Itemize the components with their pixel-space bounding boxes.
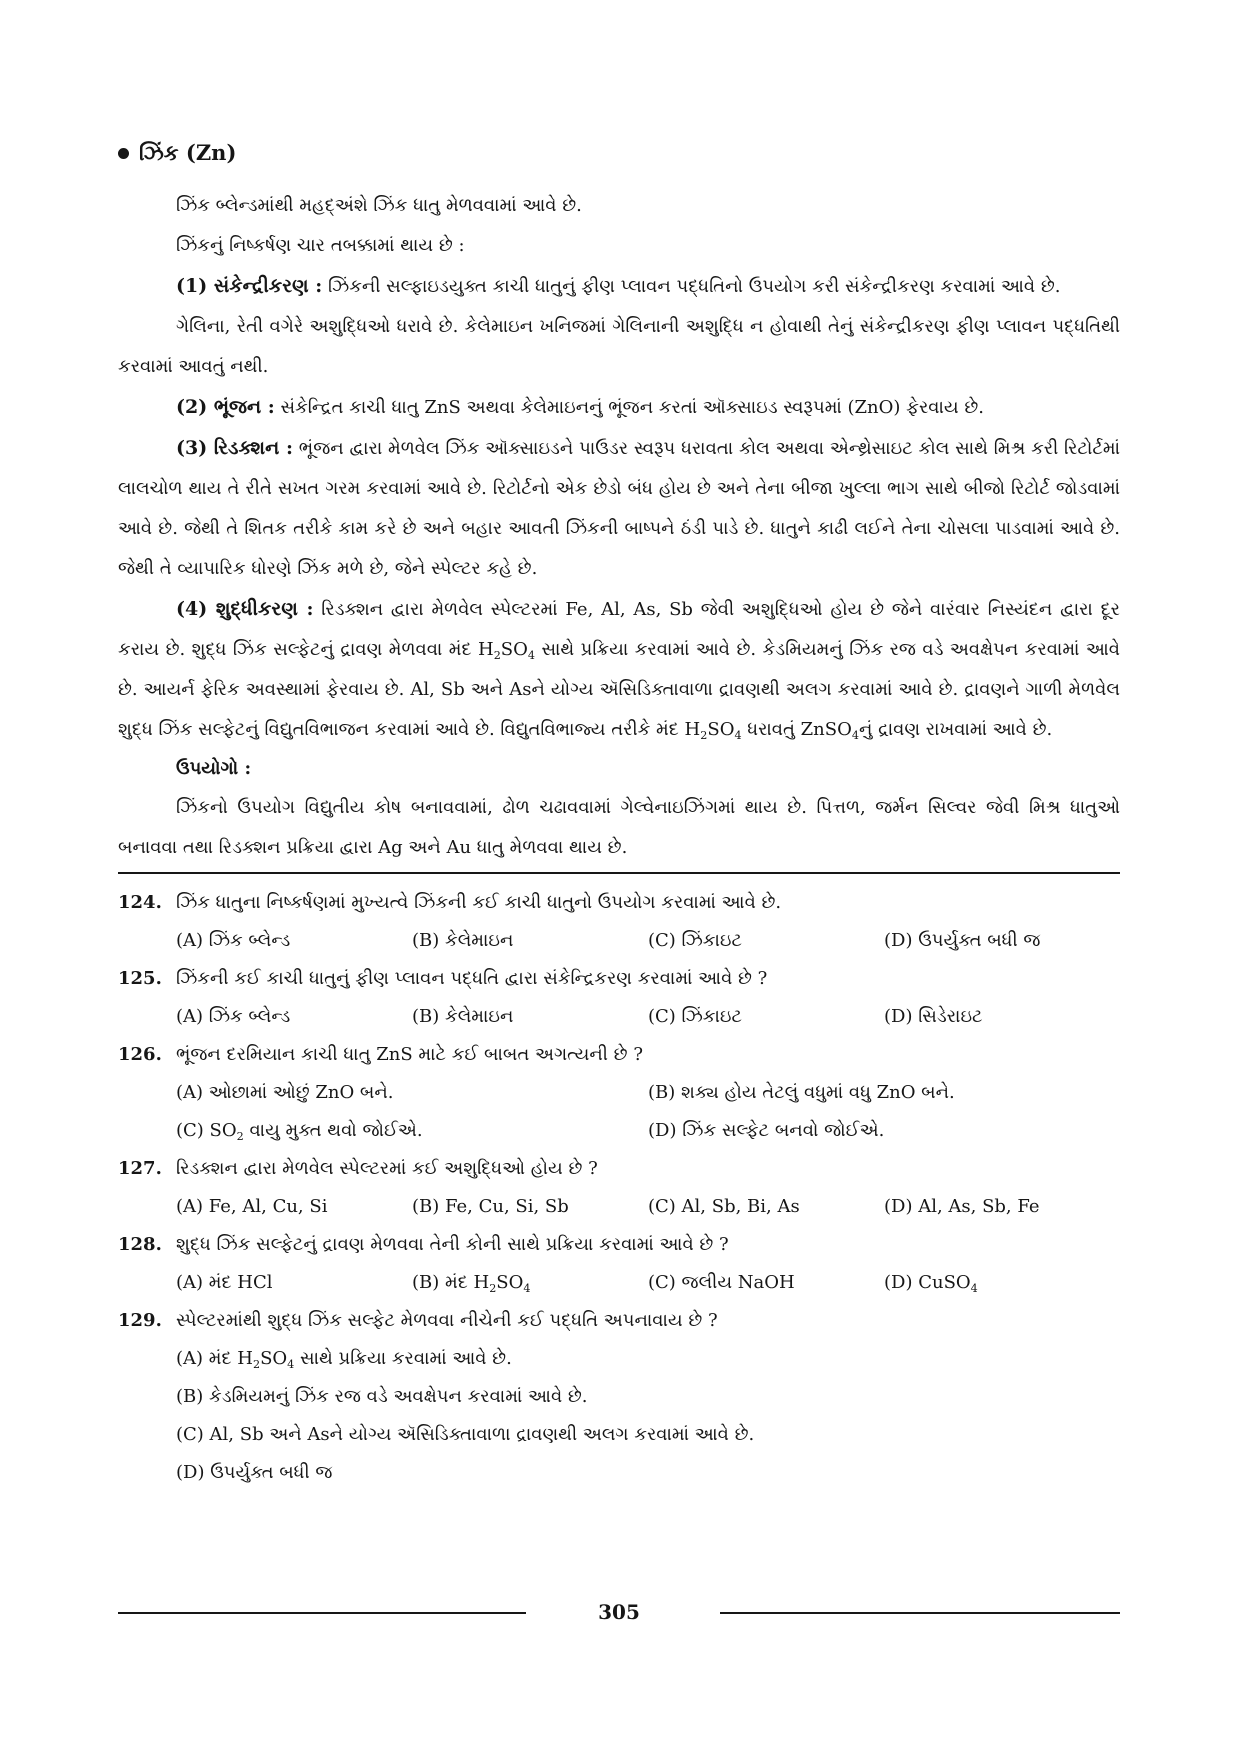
option-a: (A) ઝિંક બ્લેન્ડ bbox=[176, 930, 291, 951]
question-125 bbox=[118, 960, 1120, 1036]
intro-line-2: ઝિંકનું નિષ્કર્ષણ ચાર તબક્કામાં થાય છે : bbox=[176, 235, 465, 256]
option-a: (A) મંદ HCl bbox=[176, 1272, 273, 1293]
sub-4: 4 bbox=[523, 1281, 531, 1295]
section-title: ઝિંક (Zn) bbox=[139, 140, 237, 165]
option-a: (A) Fe, Al, Cu, Si bbox=[176, 1196, 328, 1217]
step-3 bbox=[118, 428, 1120, 589]
option-d bbox=[884, 1264, 1120, 1302]
option-a bbox=[118, 1340, 1120, 1378]
sub-2: 2 bbox=[236, 1129, 244, 1143]
page-footer bbox=[118, 1597, 1120, 1627]
question-text: ઝિંકની કઈ કાચી ધાતુનું ફીણ પ્લાવન પદ્ધતિ દ્વારા સંકેન્દ્રિકરણ કરવામાં આવે છે ? bbox=[176, 968, 768, 989]
footer-rule-right bbox=[720, 1612, 1120, 1614]
option-d: (D) ઉપર્યુક્ત બધી જ bbox=[176, 1462, 333, 1483]
bullet-icon bbox=[118, 148, 129, 159]
chem-so: SO bbox=[707, 719, 735, 740]
intro-line-1: ઝિંક બ્લેન્ડમાંથી મહદ્અંશે ઝિંક ધાતુ મેળવવામાં આવે છે. bbox=[176, 195, 582, 216]
question-127 bbox=[118, 1150, 1120, 1226]
step-4-text-b: સાથે પ્રક્રિયા કરવામાં આવે છે. કેડમિયમનું ઝિંક રજ વડે અવક્ષેપન કરવામાં આવે છે. આયર્ન ફેરિક અવસ્થામાં ફેરવાય છે. Al, Sb અને Asને યોગ્ય ઍસિડિક્તાવાળા દ્રાવણથી અલગ કરવામાં આવે છે. દ્રાવણને ગાળી મેળવેલ શુદ્ધ ઝિંક સલ્ફેટનું વિદ્યુતવિભાજન કરવામાં આવે છે. વિદ્યુતવિભાજ્ય તરીકે મંદ H bbox=[118, 639, 1120, 740]
question-number: 129. bbox=[118, 1310, 162, 1331]
option-d: (D) ઉપર્યુક્ત બધી જ bbox=[884, 930, 1041, 951]
question-text: શુદ્ધ ઝિંક સલ્ફેટનું દ્રાવણ મેળવવા તેની કોની સાથે પ્રક્રિયા કરવામાં આવે છે ? bbox=[176, 1234, 729, 1255]
step-2-body: સંકેન્દ્રિત કાચી ધાતુ ZnS અથવા કેલેમાઇનનું ભૂંજન કરતાં ઑક્સાઇડ સ્વરૂપમાં (ZnO) ફેરવાય છે. bbox=[274, 397, 985, 418]
step-4-text-a: રિડક્શન દ્વારા મેળવેલ સ્પેલ્ટરમાં Fe, Al, As, Sb જેવી અશુદ્ધિઓ હોય છે જેને વારંવાર નિસ્યંદન દ્વારા દૂર કરાય છે. શુદ્ધ ઝિંક સલ્ફેટનું દ્રાવણ મેળવવા મંદ H bbox=[118, 599, 1120, 660]
uses-text: ઝિંકનો ઉપયોગ વિદ્યુતીય કોષ બનાવવામાં, ઢોળ ચઢાવવામાં ગેલ્વેનાઇઝિંગમાં થાય છે. પિત્તળ, જર્મન સિલ્વર જેવી મિશ્ર ધાતુઓ બનાવવા તથા રિડક્શન પ્રક્રિયા દ્વારા Ag અને Au ધાતુ મેળવવા થાય છે. bbox=[118, 797, 1120, 858]
step-4-heading: (4) શુદ્ધીકરણ : bbox=[176, 598, 314, 620]
option-c-text-a: (C) SO bbox=[176, 1120, 237, 1141]
question-number: 125. bbox=[118, 968, 162, 989]
option-c: (C) ઝિંકાઇટ bbox=[648, 930, 742, 951]
page-number: 305 bbox=[598, 1600, 640, 1624]
chem-so: SO bbox=[500, 639, 528, 660]
option-b-text: (B) મંદ H bbox=[412, 1272, 490, 1293]
sub-4: 4 bbox=[287, 1357, 295, 1371]
question-number: 126. bbox=[118, 1044, 162, 1065]
option-d-text: (D) CuSO bbox=[884, 1272, 971, 1293]
option-d: (D) સિડેરાઇટ bbox=[884, 1006, 983, 1027]
option-d: (D) Al, As, Sb, Fe bbox=[884, 1196, 1040, 1217]
sub-4: 4 bbox=[851, 728, 859, 742]
option-a-text-b: સાથે પ્રક્રિયા કરવામાં આવે છે. bbox=[294, 1348, 512, 1369]
question-number: 127. bbox=[118, 1158, 162, 1179]
option-b: (B) કેલેમાઇન bbox=[412, 1006, 514, 1027]
option-d: (D) ઝિંક સલ્ફેટ બનવો જોઈએ. bbox=[648, 1120, 885, 1141]
step-4-text-c: ધરાવતું ZnSO bbox=[741, 719, 852, 740]
step-4-text-d: નું દ્રાવણ રાખવામાં આવે છે. bbox=[858, 719, 1053, 740]
option-b: (B) કેડમિયમનું ઝિંક રજ વડે અવક્ષેપન કરવામાં આવે છે. bbox=[176, 1386, 588, 1407]
page-content bbox=[118, 140, 1120, 1492]
option-b: (B) કેલેમાઇન bbox=[412, 930, 514, 951]
question-126 bbox=[118, 1036, 1120, 1150]
step-1-continuation: ગેલિના, રેતી વગેરે અશુદ્ધિઓ ધરાવે છે. કેલેમાઇન ખનિજમાં ગેલિનાની અશુદ્ધિ ન હોવાથી તેનું સંકેન્દ્રીકરણ ફીણ પ્લાવન પદ્ધતિથી કરવામાં આવતું નથી. bbox=[118, 316, 1120, 377]
chem-so: SO bbox=[260, 1348, 288, 1369]
option-b bbox=[412, 1264, 648, 1302]
question-text: સ્પેલ્ટરમાંથી શુદ્ધ ઝિંક સલ્ફેટ મેળવવા નીચેની કઈ પદ્ધતિ અપનાવાય છે ? bbox=[176, 1310, 718, 1331]
sub-2: 2 bbox=[489, 1281, 497, 1295]
question-text: ભૂંજન દરમિયાન કાચી ધાતુ ZnS માટે કઈ બાબત અગત્યની છે ? bbox=[176, 1044, 643, 1065]
uses-heading: ઉપયોગો : bbox=[176, 758, 252, 779]
step-3-body: ભૂંજન દ્વારા મેળવેલ ઝિંક ઑક્સાઇડને પાઉડર સ્વરૂપ ધરાવતા કોલ અથવા એન્થ્રેસાઇટ કોલ સાથે મિશ્ર કરી રિટોર્ટમાં લાલચોળ થાય તે રીતે સખત ગરમ કરવામાં આવે છે. રિટોર્ટનો એક છેડો બંધ હોય છે અને તેના બીજા ખુલ્લા ભાગ સાથે બીજો રિટોર્ટ જોડવામાં આવે છે. જેથી તે શિતક તરીકે કામ કરે છે અને બહાર આવતી ઝિંકની બાષ્પને ઠંડી પાડે છે. ધાતુને કાઢી લઈને તેના ચોસલા પાડવામાં આવે છે. જેથી તે વ્યાપારિક ધોરણે ઝિંક મળે છે, જેને સ્પેલ્ટર કહે છે. bbox=[118, 438, 1120, 579]
option-c: (C) ઝિંકાઇટ bbox=[648, 1006, 742, 1027]
step-2 bbox=[118, 387, 1120, 428]
option-b: (B) Fe, Cu, Si, Sb bbox=[412, 1196, 569, 1217]
step-1 bbox=[118, 266, 1120, 307]
option-a: (A) ઓછામાં ઓછું ZnO બને. bbox=[176, 1082, 394, 1103]
question-129 bbox=[118, 1302, 1120, 1492]
question-124 bbox=[118, 884, 1120, 960]
option-c: (C) જલીય NaOH bbox=[648, 1272, 795, 1293]
step-1-body: ઝિંકની સલ્ફાઇડયુક્ત કાચી ધાતુનું ફીણ પ્લાવન પદ્ધતિનો ઉપયોગ કરી સંકેન્દ્રીકરણ કરવામાં આવે છે. bbox=[322, 276, 1061, 297]
sub-2: 2 bbox=[252, 1357, 261, 1371]
option-b: (B) શક્ય હોય તેટલું વધુમાં વધુ ZnO બને. bbox=[648, 1082, 955, 1103]
option-c: (C) Al, Sb અને Asને યોગ્ય ઍસિડિક્તાવાળા દ્રાવણથી અલગ કરવામાં આવે છે. bbox=[176, 1424, 755, 1445]
chem-so: SO bbox=[496, 1272, 524, 1293]
question-number: 128. bbox=[118, 1234, 162, 1255]
step-2-heading: (2) ભૂંજન : bbox=[176, 396, 275, 418]
sub-2: 2 bbox=[700, 728, 708, 742]
sub-2: 2 bbox=[493, 648, 501, 662]
question-text: ઝિંક ધાતુના નિષ્કર્ષણમાં મુખ્યત્વે ઝિંકની કઈ કાચી ધાતુનો ઉપયોગ કરવામાં આવે છે. bbox=[176, 892, 782, 913]
option-c bbox=[176, 1112, 648, 1150]
sub-4: 4 bbox=[527, 648, 535, 662]
option-a: (A) ઝિંક બ્લેન્ડ bbox=[176, 1006, 291, 1027]
step-4 bbox=[118, 589, 1120, 750]
option-c-text-b: વાયુ મુક્ત થવો જોઈએ. bbox=[243, 1120, 423, 1141]
question-number: 124. bbox=[118, 892, 162, 913]
sub-4: 4 bbox=[970, 1281, 978, 1295]
sub-4: 4 bbox=[734, 728, 742, 742]
option-a-text-a: (A) મંદ H bbox=[176, 1348, 253, 1369]
question-128 bbox=[118, 1226, 1120, 1302]
section-heading bbox=[118, 140, 1120, 166]
step-1-heading: (1) સંકેન્દ્રીકરણ : bbox=[176, 275, 323, 297]
divider bbox=[118, 872, 1120, 874]
question-text: રિડક્શન દ્વારા મેળવેલ સ્પેલ્ટરમાં કઈ અશુદ્ધિઓ હોય છે ? bbox=[176, 1158, 598, 1179]
step-3-heading: (3) રિડક્શન : bbox=[176, 437, 293, 459]
option-c: (C) Al, Sb, Bi, As bbox=[648, 1196, 800, 1217]
